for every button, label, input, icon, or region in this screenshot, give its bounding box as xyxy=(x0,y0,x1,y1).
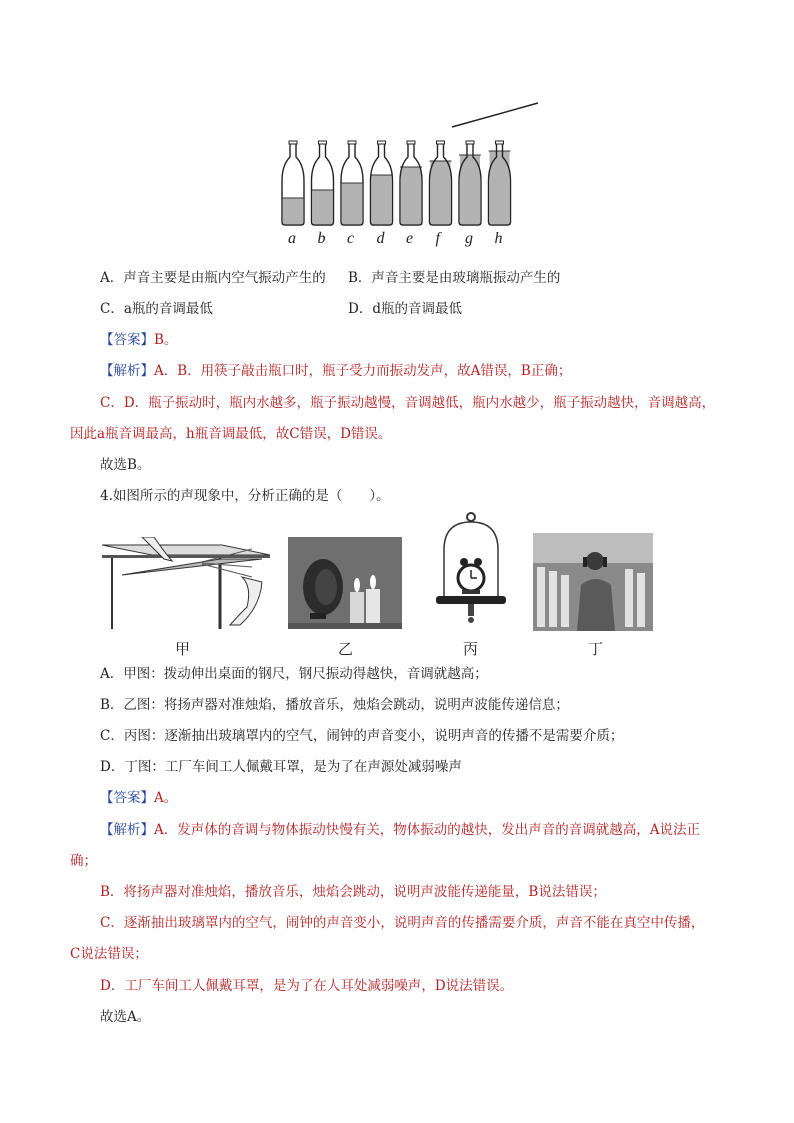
analysis-text: A．发声体的音调与物体振动快慢有关，物体振动的越快，发出声音的音调就越高，A说法正 xyxy=(154,822,700,838)
q4-analysis-3b: C说法错误； xyxy=(70,946,148,962)
bottle-label-a: a xyxy=(288,230,296,247)
caption-yi: 乙 xyxy=(338,642,354,658)
bottle-label-c: c xyxy=(347,230,355,247)
q4-option-d: D．丁图：工厂车间工人佩戴耳罩，是为了在声源处减弱噪声 xyxy=(100,759,462,775)
bottle-water-d xyxy=(372,175,392,224)
bottle-water-c xyxy=(342,183,362,224)
q4-option-b: B．乙图：将扬声器对准烛焰，播放音乐，烛焰会跳动，说明声波能传递信息； xyxy=(100,697,569,713)
q4-conclusion: 故选A。 xyxy=(100,1009,151,1025)
q4-option-c: C．丙图：逐渐抽出玻璃罩内的空气，闹钟的声音变小，说明声音的传播不是需要介质； xyxy=(100,728,624,744)
caption-jia: 甲 xyxy=(175,642,191,658)
q4-analysis-1b: 确； xyxy=(70,853,97,869)
image-jia-ruler xyxy=(102,537,270,629)
caption-ding: 丁 xyxy=(588,642,604,658)
q4-stem: 4.如图所示的声现象中，分析正确的是（ ）。 xyxy=(100,488,390,504)
q3-option-d: D．d瓶的音调最低 xyxy=(348,301,462,317)
q4-analysis-2: B．将扬声器对准烛焰，播放音乐，烛焰会跳动，说明声波能传递能量，B说法错误； xyxy=(100,884,606,900)
bottle-label-d: d xyxy=(376,230,385,247)
q3-analysis-2: C．D．瓶子振动时，瓶内水越多，瓶子振动越慢，音调越低，瓶内水越少，瓶子振动越快，音调越高， xyxy=(100,395,716,411)
image-ding-factory xyxy=(533,533,653,631)
bottle-water-f xyxy=(431,161,451,224)
image-bing-bell-jar xyxy=(432,510,510,634)
q4-answer xyxy=(100,788,177,808)
q3-option-a: A．声音主要是由瓶内空气振动产生的 xyxy=(100,270,326,286)
bottle-water-a xyxy=(283,198,303,224)
q3-analysis-3: 因此a瓶音调最高，h瓶音调最低，故C错误，D错误。 xyxy=(70,426,392,442)
analysis-tag: 【解析】 xyxy=(100,822,154,838)
q4-analysis-3: C．逐渐抽出玻璃罩内的空气，闹钟的声音变小，说明声音的传播需要介质，声音不能在真空中传播， xyxy=(100,915,705,931)
analysis-tag: 【解析】 xyxy=(100,363,154,379)
q4-option-a: A．甲图：拨动伸出桌面的钢尺，钢尺振动得越快，音调就越高； xyxy=(100,666,488,682)
q3-option-b: B．声音主要是由玻璃瓶振动产生的 xyxy=(348,270,561,286)
chopstick xyxy=(452,103,538,127)
q4-analysis-4: D．工厂车间工人佩戴耳罩，是为了在人耳处减弱噪声，D说法错误。 xyxy=(100,978,514,994)
bottle-label-h: h xyxy=(494,230,503,247)
answer-tag: 【答案】 xyxy=(100,332,154,348)
bottle-label-e: e xyxy=(406,230,414,247)
q3-analysis-1 xyxy=(100,361,571,381)
analysis-text: A．B．用筷子敲击瓶口时，瓶子受力而振动发声，故A错误，B正确； xyxy=(154,363,572,379)
q3-option-c: C．a瓶的音调最低 xyxy=(100,301,213,317)
bottle-label-b: b xyxy=(317,230,326,247)
bottle-label-f: f xyxy=(435,230,440,247)
bottle-water-b xyxy=(313,190,333,224)
bottle-water-g xyxy=(460,155,480,224)
q3-answer xyxy=(100,330,177,350)
bottle-water-e xyxy=(401,167,421,224)
bottles-figure xyxy=(270,95,550,235)
q4-analysis-1 xyxy=(100,820,700,840)
bottle-label-g: g xyxy=(465,230,473,247)
image-yi-speaker xyxy=(288,537,402,629)
caption-bing: 丙 xyxy=(463,642,479,658)
answer-value: B。 xyxy=(154,332,178,348)
q3-conclusion: 故选B。 xyxy=(100,457,151,473)
answer-value: A。 xyxy=(154,790,178,806)
answer-tag: 【答案】 xyxy=(100,790,154,806)
